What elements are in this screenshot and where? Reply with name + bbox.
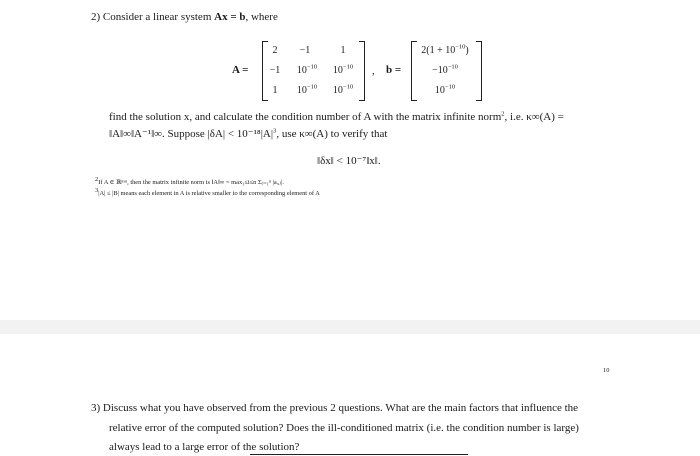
- display-equation: ‖δx‖ < 10⁻⁷‖x‖.: [317, 155, 381, 167]
- a-22: $10^{-10}$: [296, 63, 318, 76]
- question-2-header: [91, 11, 278, 24]
- question-2-line-2: ‖A‖∞‖A⁻¹‖∞. Suppose $|\delta A| < 10^{-18}|A|^3$, use κ∞(A) to verify that: [109, 127, 388, 140]
- question-3-number: 3): [91, 402, 101, 414]
- question-2-intro: Consider a linear system Ax = b, where: [102, 11, 278, 23]
- a-31: 1: [272, 85, 278, 96]
- vector-b-label: b =: [386, 64, 402, 76]
- answer-underline: [250, 454, 468, 455]
- question-2-number: 2): [91, 11, 101, 23]
- a-11: 2: [272, 45, 278, 56]
- page-number: 10: [603, 367, 610, 374]
- a-21: −1: [269, 65, 281, 76]
- a-33: $10^{-10}$: [332, 83, 354, 96]
- question-2-line-1: find the solution x, and calculate the condition number of A with the matrix infinite norm$^2$, i.e. κ∞(A) =: [109, 110, 564, 123]
- footnote-3: $^3$|A| ≤ |B| means each element in A is relative smaller to the corresponding element of A: [95, 186, 320, 197]
- b-1: $2(1 + 10^{-10})$: [421, 43, 469, 56]
- a-32: $10^{-10}$: [296, 83, 318, 96]
- a-23: $10^{-10}$: [332, 63, 354, 76]
- b-3: $10^{-10}$: [434, 83, 456, 96]
- page-2: [0, 334, 700, 456]
- a-12: −1: [299, 45, 311, 56]
- question-3-line-2: relative error of the computed solution? Does the ill-conditioned matrix (i.e. the condition number is large): [109, 422, 579, 434]
- matrix-a-label: A =: [232, 64, 249, 76]
- question-3-line-1: 3) Discuss what you have observed from the previous 2 questions. What are the main factors that influence the: [91, 402, 579, 414]
- a-13: 1: [340, 45, 346, 56]
- footnote-2: $^2$If A ∈ ℝⁿˣⁿ, then the matrix infinite norm is ‖A‖∞ = max₁≤i≤n Σⱼ₌₁ⁿ |aᵢ,ⱼ|.: [95, 175, 284, 186]
- question-3-line-3: always lead to a large error of the solution?: [109, 441, 300, 453]
- b-2: $-10^{-10}$: [432, 63, 458, 76]
- matrix-separator-comma: ,: [372, 65, 375, 77]
